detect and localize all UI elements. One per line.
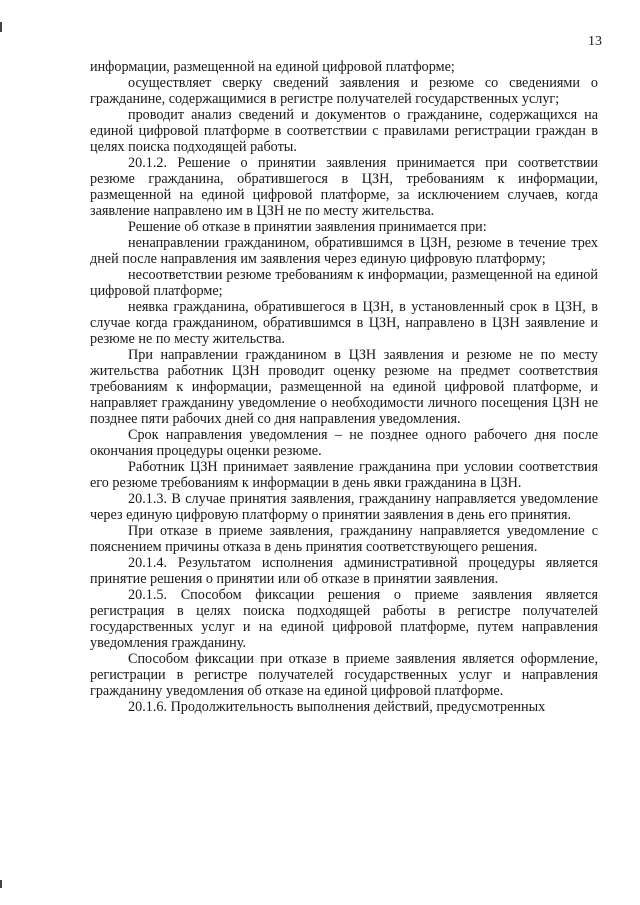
paragraph: осуществляет сверку сведений заявления и резюме со сведениями о гражданине, содержащимися в регистре получателей государственных услуг;: [90, 75, 598, 107]
paragraph: 20.1.3. В случае принятия заявления, гражданину направляется уведомление через единую цифровую платформу о принятии заявления в день его принятия.: [90, 491, 598, 523]
paragraph: Способом фиксации при отказе в приеме заявления является оформление, регистрации в регистре получателей государственных услуг и направления гражданину уведомления об отказе на единой цифровой платформе.: [90, 651, 598, 699]
scan-edge-mark-bottom: [0, 880, 2, 888]
paragraph: несоответствии резюме требованиям к информации, размещенной на единой цифровой платформе;: [90, 267, 598, 299]
document-body: [90, 59, 598, 715]
paragraph: Решение об отказе в принятии заявления принимается при:: [128, 219, 487, 235]
paragraph: 20.1.5. Способом фиксации решения о приеме заявления является регистрация в целях поиска подходящей работы в регистре получателей государственных услуг и на единой цифровой платформе, путем направления уведомления гражданину.: [90, 587, 598, 651]
paragraph: 20.1.6. Продолжительность выполнения действий, предусмотренных: [128, 699, 546, 715]
page-number: 13: [588, 34, 602, 49]
scan-edge-mark-top: [0, 22, 2, 32]
paragraph: 20.1.4. Результатом исполнения административной процедуры является принятие решения о принятии или об отказе в принятии заявления.: [90, 555, 598, 587]
paragraph: ненаправлении гражданином, обратившимся в ЦЗН, резюме в течение трех дней после направления им заявления через единую цифровую платформу;: [90, 235, 598, 267]
paragraph: Работник ЦЗН принимает заявление гражданина при условии соответствия его резюме требованиям к информации в день явки гражданина в ЦЗН.: [90, 459, 598, 491]
paragraph: При направлении гражданином в ЦЗН заявления и резюме не по месту жительства работник ЦЗН проводит оценку резюме на предмет соответствия требованиям к информации, размещенной на единой цифровой платформе, и направляет гражданину уведомление о необходимости личного посещения ЦЗН не позднее пяти рабочих дней со дня направления уведомления.: [90, 347, 598, 427]
paragraph: неявка гражданина, обратившегося в ЦЗН, в установленный срок в ЦЗН, в случае когда гражданином, обратившимся в ЦЗН, направлено в ЦЗН заявление и резюме не по месту жительства.: [90, 299, 598, 347]
paragraph: 20.1.2. Решение о принятии заявления принимается при соответствии резюме гражданина, обратившегося в ЦЗН, требованиям к информации, размещенной на единой цифровой платформе, за исключением случаев, когда заявление направлено им в ЦЗН не по месту жительства.: [90, 155, 598, 219]
paragraph: информации, размещенной на единой цифровой платформе;: [90, 59, 455, 75]
paragraph: проводит анализ сведений и документов о гражданине, содержащихся на единой цифровой платформе в соответствии с правилами регистрации граждан в целях поиска подходящей работы.: [90, 107, 598, 155]
paragraph: При отказе в приеме заявления, гражданину направляется уведомление с пояснением причины отказа в день принятия соответствующего решения.: [90, 523, 598, 555]
paragraph: Срок направления уведомления – не позднее одного рабочего дня после окончания процедуры оценки резюме.: [90, 427, 598, 459]
